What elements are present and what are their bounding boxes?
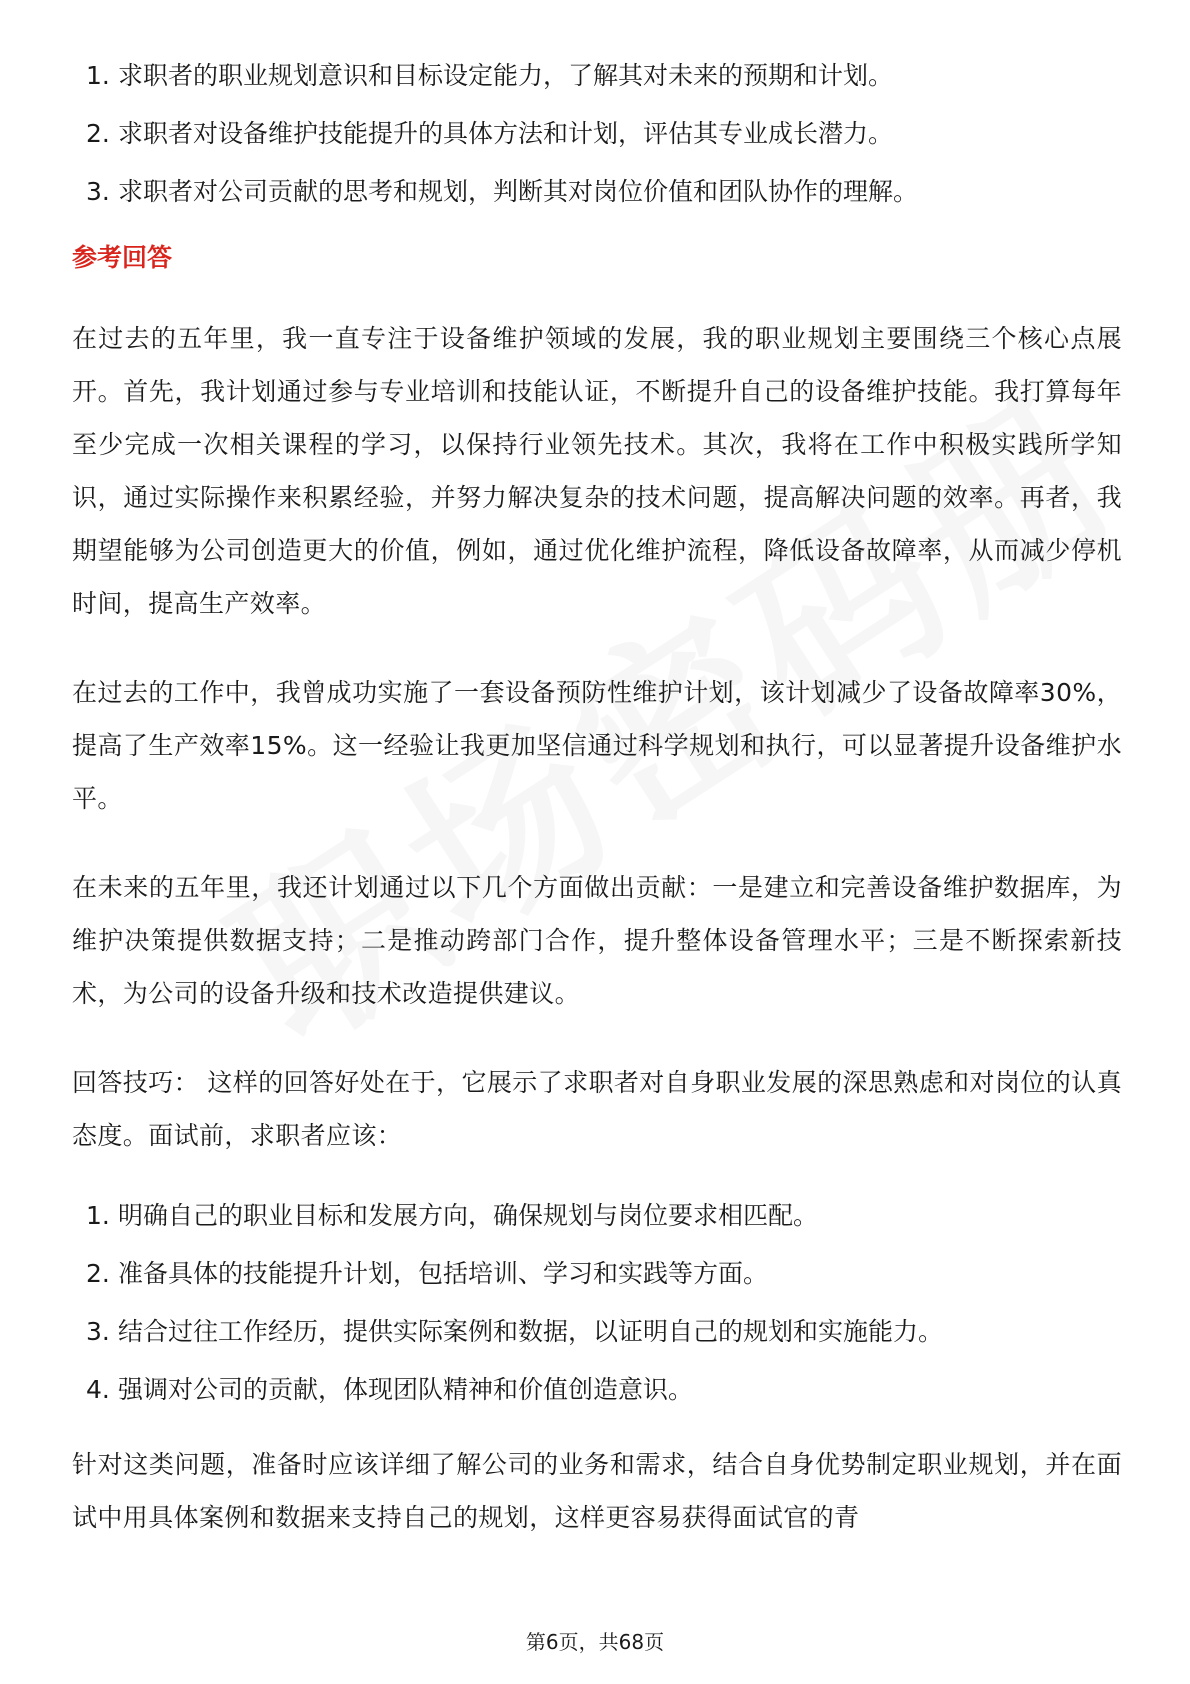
list-item: [72, 58, 1122, 94]
list-number: 2.: [86, 1259, 110, 1288]
list-text: 求职者的职业规划意识和目标设定能力，了解其对未来的预期和计划。: [118, 61, 894, 90]
list-number: 2.: [86, 119, 110, 148]
page-content: [72, 58, 1122, 1580]
intro-list: [72, 58, 1122, 210]
list-text: 求职者对公司贡献的思考和规划，判断其对岗位价值和团队协作的理解。: [118, 177, 919, 206]
list-number: 1.: [86, 1201, 110, 1230]
list-text: 明确自己的职业目标和发展方向，确保规划与岗位要求相匹配。: [118, 1201, 819, 1230]
list-item: [72, 1314, 1122, 1350]
list-number: 3.: [86, 1317, 110, 1346]
list-item: [72, 174, 1122, 210]
tips-list: [72, 1198, 1122, 1408]
answer-paragraph: 在过去的工作中，我曾成功实施了一套设备预防性维护计划，该计划减少了设备故障率30%，提高了生产效率15%。这一经验让我更加坚信通过科学规划和执行，可以显著提升设备维护水平。: [72, 678, 1122, 813]
tips-paragraph: 回答技巧： 这样的回答好处在于，它展示了求职者对自身职业发展的深思熟虑和对岗位的认真态度。面试前，求职者应该：: [72, 1068, 1122, 1150]
list-text: 求职者对设备维护技能提升的具体方法和计划，评估其专业成长潜力。: [118, 119, 894, 148]
list-item: [72, 1372, 1122, 1408]
closing-paragraph: 针对这类问题，准备时应该详细了解公司的业务和需求，结合自身优势制定职业规划，并在面试中用具体案例和数据来支持自己的规划，这样更容易获得面试官的青: [72, 1450, 1122, 1532]
answer-paragraph: 在过去的五年里，我一直专注于设备维护领域的发展，我的职业规划主要围绕三个核心点展开。首先，我计划通过参与专业培训和技能认证，不断提升自己的设备维护技能。我打算每年至少完成一次相关课程的学习，以保持行业领先技术。其次，我将在工作中积极实践所学知识，通过实际操作来积累经验，并努力解决复杂的技术问题，提高解决问题的效率。再者，我期望能够为公司创造更大的价值，例如，通过优化维护流程，降低设备故障率，从而减少停机时间，提高生产效率。: [72, 324, 1122, 618]
list-item: [72, 116, 1122, 152]
list-item: [72, 1256, 1122, 1292]
list-number: 4.: [86, 1375, 110, 1404]
list-item: [72, 1198, 1122, 1234]
list-text: 准备具体的技能提升计划，包括培训、学习和实践等方面。: [118, 1259, 769, 1288]
list-text: 强调对公司的贡献，体现团队精神和价值创造意识。: [118, 1375, 694, 1404]
list-text: 结合过往工作经历，提供实际案例和数据，以证明自己的规划和实施能力。: [118, 1317, 944, 1346]
answer-paragraph: 在未来的五年里，我还计划通过以下几个方面做出贡献：一是建立和完善设备维护数据库，为维护决策提供数据支持；二是推动跨部门合作，提升整体设备管理水平；三是不断探索新技术，为公司的设备升级和技术改造提供建议。: [72, 873, 1122, 1008]
list-number: 1.: [86, 61, 110, 90]
section-heading: 参考回答: [72, 243, 173, 272]
page-number: 第6页，共68页: [525, 1630, 665, 1654]
list-number: 3.: [86, 177, 110, 206]
